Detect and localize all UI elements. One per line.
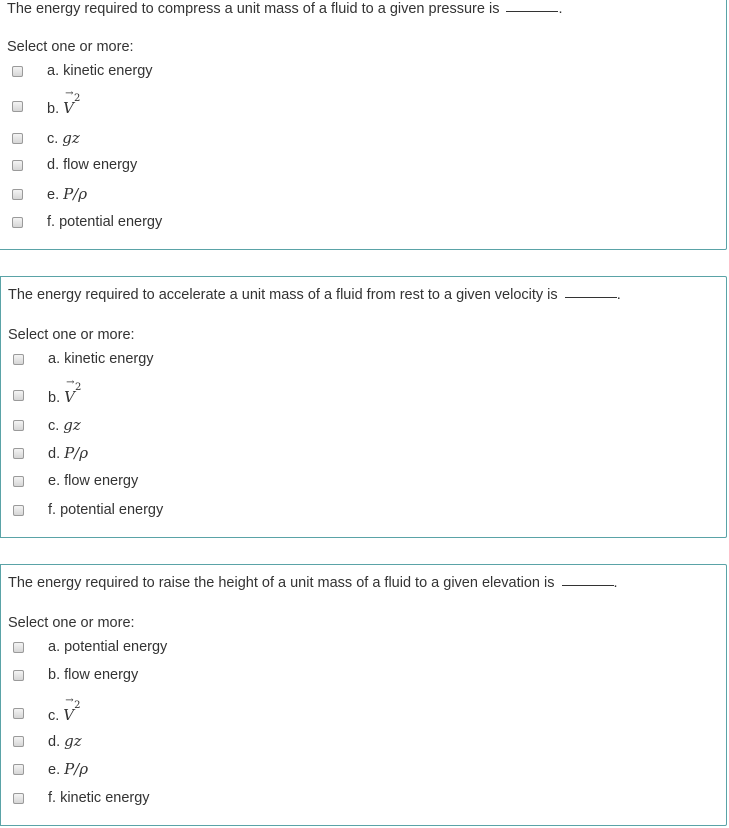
q3-option-e[interactable] (13, 759, 88, 779)
q1-option-a-label: a. kinetic energy (47, 63, 153, 79)
question-2-card (0, 276, 727, 538)
q2-checkbox-a[interactable] (13, 354, 24, 365)
q2-option-c-label: c. gz (48, 416, 81, 434)
q3-option-a-label: a. potential energy (48, 639, 168, 655)
question-3-text: The energy required to raise the height of a unit mass of a fluid to a given elevation is . (8, 575, 618, 591)
select-prompt: Select one or more: (8, 327, 135, 343)
q1-option-f[interactable] (12, 212, 162, 232)
q3-checkbox-f[interactable] (13, 793, 24, 804)
q1-option-e-label: e. P/ρ (47, 185, 88, 203)
answer-blank (506, 11, 558, 12)
q2-checkbox-e[interactable] (13, 476, 24, 487)
q3-option-b[interactable] (13, 665, 138, 685)
q3-option-d[interactable] (13, 731, 82, 751)
q2-option-f-label: f. potential energy (48, 502, 164, 518)
q2-checkbox-f[interactable] (13, 505, 24, 516)
q3-option-c[interactable] (13, 695, 81, 724)
select-prompt: Select one or more: (7, 39, 134, 55)
q2-checkbox-d[interactable] (13, 448, 24, 459)
q1-option-b[interactable] (12, 88, 81, 117)
q3-checkbox-a[interactable] (13, 642, 24, 653)
q3-checkbox-b[interactable] (13, 670, 24, 681)
q3-option-a[interactable] (13, 637, 167, 657)
q1-option-f-label: f. potential energy (47, 214, 163, 230)
q1-option-c[interactable] (12, 128, 80, 148)
q1-checkbox-d[interactable] (12, 160, 23, 171)
q3-checkbox-e[interactable] (13, 764, 24, 775)
q2-option-d-label: d. P/ρ (48, 444, 89, 462)
q2-option-c[interactable] (13, 415, 81, 435)
q2-option-d[interactable] (13, 443, 88, 463)
question-2-text: The energy required to accelerate a unit mass of a fluid from rest to a given velocity is . (8, 287, 621, 303)
q2-option-e-label: e. flow energy (48, 473, 139, 489)
answer-blank (562, 585, 614, 586)
q3-checkbox-c[interactable] (13, 708, 24, 719)
q2-option-e[interactable] (13, 471, 138, 491)
q3-option-f[interactable] (13, 788, 150, 808)
velocity-vector: → $V^2$ (63, 695, 81, 724)
q1-checkbox-c[interactable] (12, 133, 23, 144)
q2-option-a-label: a. kinetic energy (48, 351, 154, 367)
q1-option-e[interactable] (12, 184, 87, 204)
answer-blank (565, 297, 617, 298)
question-1-text: The energy required to compress a unit mass of a fluid to a given pressure is . (7, 1, 563, 17)
velocity-vector: → $V^2$ (64, 377, 82, 406)
q2-option-f[interactable] (13, 500, 163, 520)
q1-option-d[interactable] (12, 155, 137, 175)
question-3-card (0, 564, 727, 826)
q1-option-b-label: b. → $V^2$ (47, 88, 81, 117)
velocity-vector: → $V^2$ (63, 88, 81, 117)
select-prompt: Select one or more: (8, 615, 135, 631)
q3-option-c-label: c. → $V^2$ (48, 695, 81, 724)
q1-option-a[interactable] (12, 61, 153, 81)
q1-option-c-label: c. gz (47, 129, 80, 147)
q2-option-b[interactable] (13, 377, 82, 406)
q1-checkbox-e[interactable] (12, 189, 23, 200)
q1-checkbox-a[interactable] (12, 66, 23, 77)
q2-checkbox-b[interactable] (13, 390, 24, 401)
q1-checkbox-b[interactable] (12, 101, 23, 112)
q3-option-d-label: d. gz (48, 732, 82, 750)
q3-option-e-label: e. P/ρ (48, 760, 89, 778)
q1-checkbox-f[interactable] (12, 217, 23, 228)
q2-option-a[interactable] (13, 349, 154, 369)
question-1-card (0, 0, 727, 250)
q2-checkbox-c[interactable] (13, 420, 24, 431)
q2-option-b-label: b. → $V^2$ (48, 377, 82, 406)
q3-option-b-label: b. flow energy (48, 667, 139, 683)
q1-option-d-label: d. flow energy (47, 157, 138, 173)
q3-option-f-label: f. kinetic energy (48, 790, 150, 806)
q3-checkbox-d[interactable] (13, 736, 24, 747)
